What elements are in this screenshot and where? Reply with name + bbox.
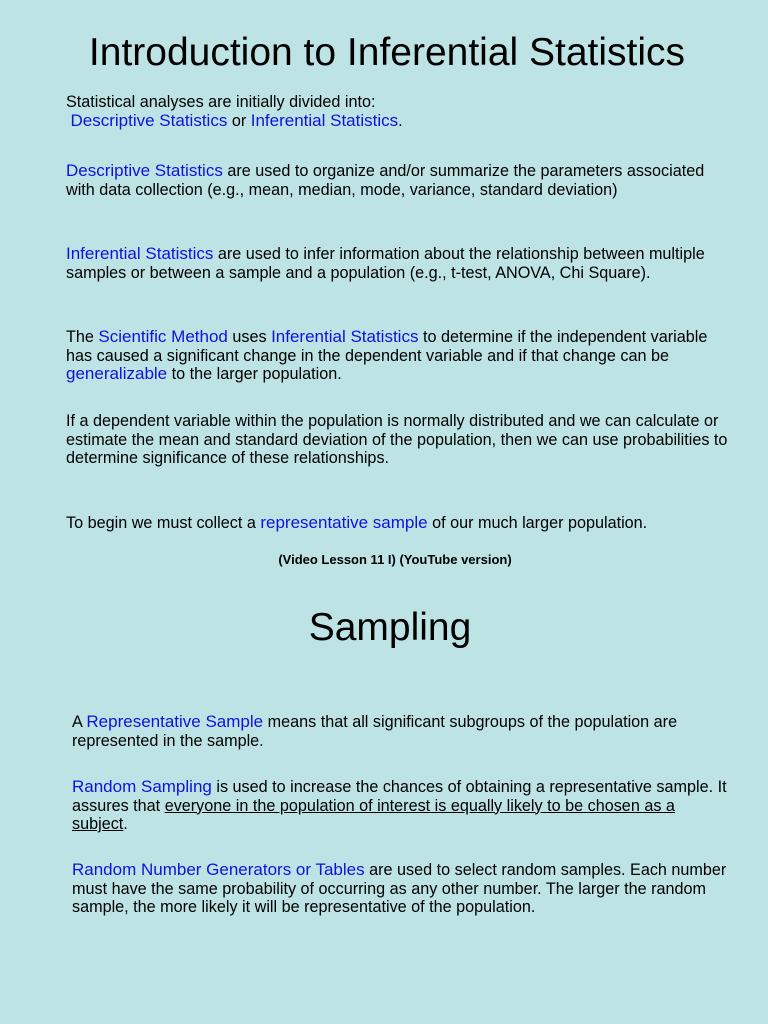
collect-text: To begin we must collect a (66, 514, 261, 532)
term-random-number-generators: Random Number Generators or Tables (72, 860, 365, 879)
term-descriptive-statistics: Descriptive Statistics (66, 161, 223, 180)
term-representative-sample: Representative Sample (86, 712, 264, 731)
intro-or: or (227, 111, 251, 130)
rng-text: are used to select random samples. Each number must have the same probability of occurring as any other number. The larger the random sample, the more likely it will be representative of the population. (72, 861, 727, 916)
intro-paragraph (66, 93, 736, 130)
random-number-paragraph (72, 861, 732, 917)
term-inferential-statistics: Inferential Statistics (250, 110, 399, 130)
scientific-text: to determine if the independent variable has caused a significant change in the dependent variable and if that change can be (66, 328, 708, 365)
intro-line: Statistical analyses are initially divided into: (66, 93, 376, 111)
random-sampling-underline: everyone in the population of interest is equally likely to be chosen as a subject (72, 796, 675, 833)
rep-a: A (72, 713, 87, 731)
term-scientific-method: Scientific Method (98, 327, 228, 346)
random-sampling-text: is used to increase the chances of obtaining a representative sample. It assures that (72, 778, 727, 815)
term-representative-sample: representative sample (260, 513, 428, 532)
descriptive-paragraph (66, 162, 736, 199)
scientific-the: The (66, 328, 99, 346)
inferential-paragraph (66, 245, 736, 282)
representative-sample-paragraph (72, 713, 732, 750)
inferential-text: are used to infer information about the relationship between multiple samples or between a sample and a population (e.g., t-test, ANOVA, Chi Square). (66, 245, 705, 282)
random-sampling-paragraph (72, 778, 732, 834)
collect-end: of our much larger population. (427, 514, 648, 532)
term-inferential-statistics: Inferential Statistics (271, 327, 419, 346)
descriptive-text: are used to organize and/or summarize the parameters associated with data collection (e.g., mean, median, mode, variance, standard deviation) (66, 162, 705, 199)
term-descriptive-statistics: Descriptive Statistics (70, 110, 228, 130)
video-lesson-link[interactable]: (Video Lesson 11 I) (YouTube version) (278, 552, 512, 567)
term-random-sampling: Random Sampling (72, 777, 212, 796)
scientific-end: to the larger population. (167, 365, 342, 383)
term-generalizable: generalizable (66, 364, 168, 383)
intro-period: . (398, 111, 403, 130)
page-title: Introduction to Inferential Statistics (88, 31, 686, 74)
sampling-heading: Sampling (308, 606, 472, 649)
rep-text: means that all significant subgroups of the population are represented in the sample. (72, 713, 678, 750)
scientific-method-paragraph (66, 328, 736, 384)
collect-sample-paragraph (66, 514, 736, 533)
term-inferential-statistics: Inferential Statistics (66, 244, 214, 263)
random-sampling-end: . (123, 815, 128, 833)
scientific-uses: uses (227, 328, 272, 346)
normal-distribution-paragraph: If a dependent variable within the population is normally distributed and we can calculate or estimate the mean and standard deviation of the population, then we can use probabilities to determine significance of these relationships. (66, 412, 728, 467)
